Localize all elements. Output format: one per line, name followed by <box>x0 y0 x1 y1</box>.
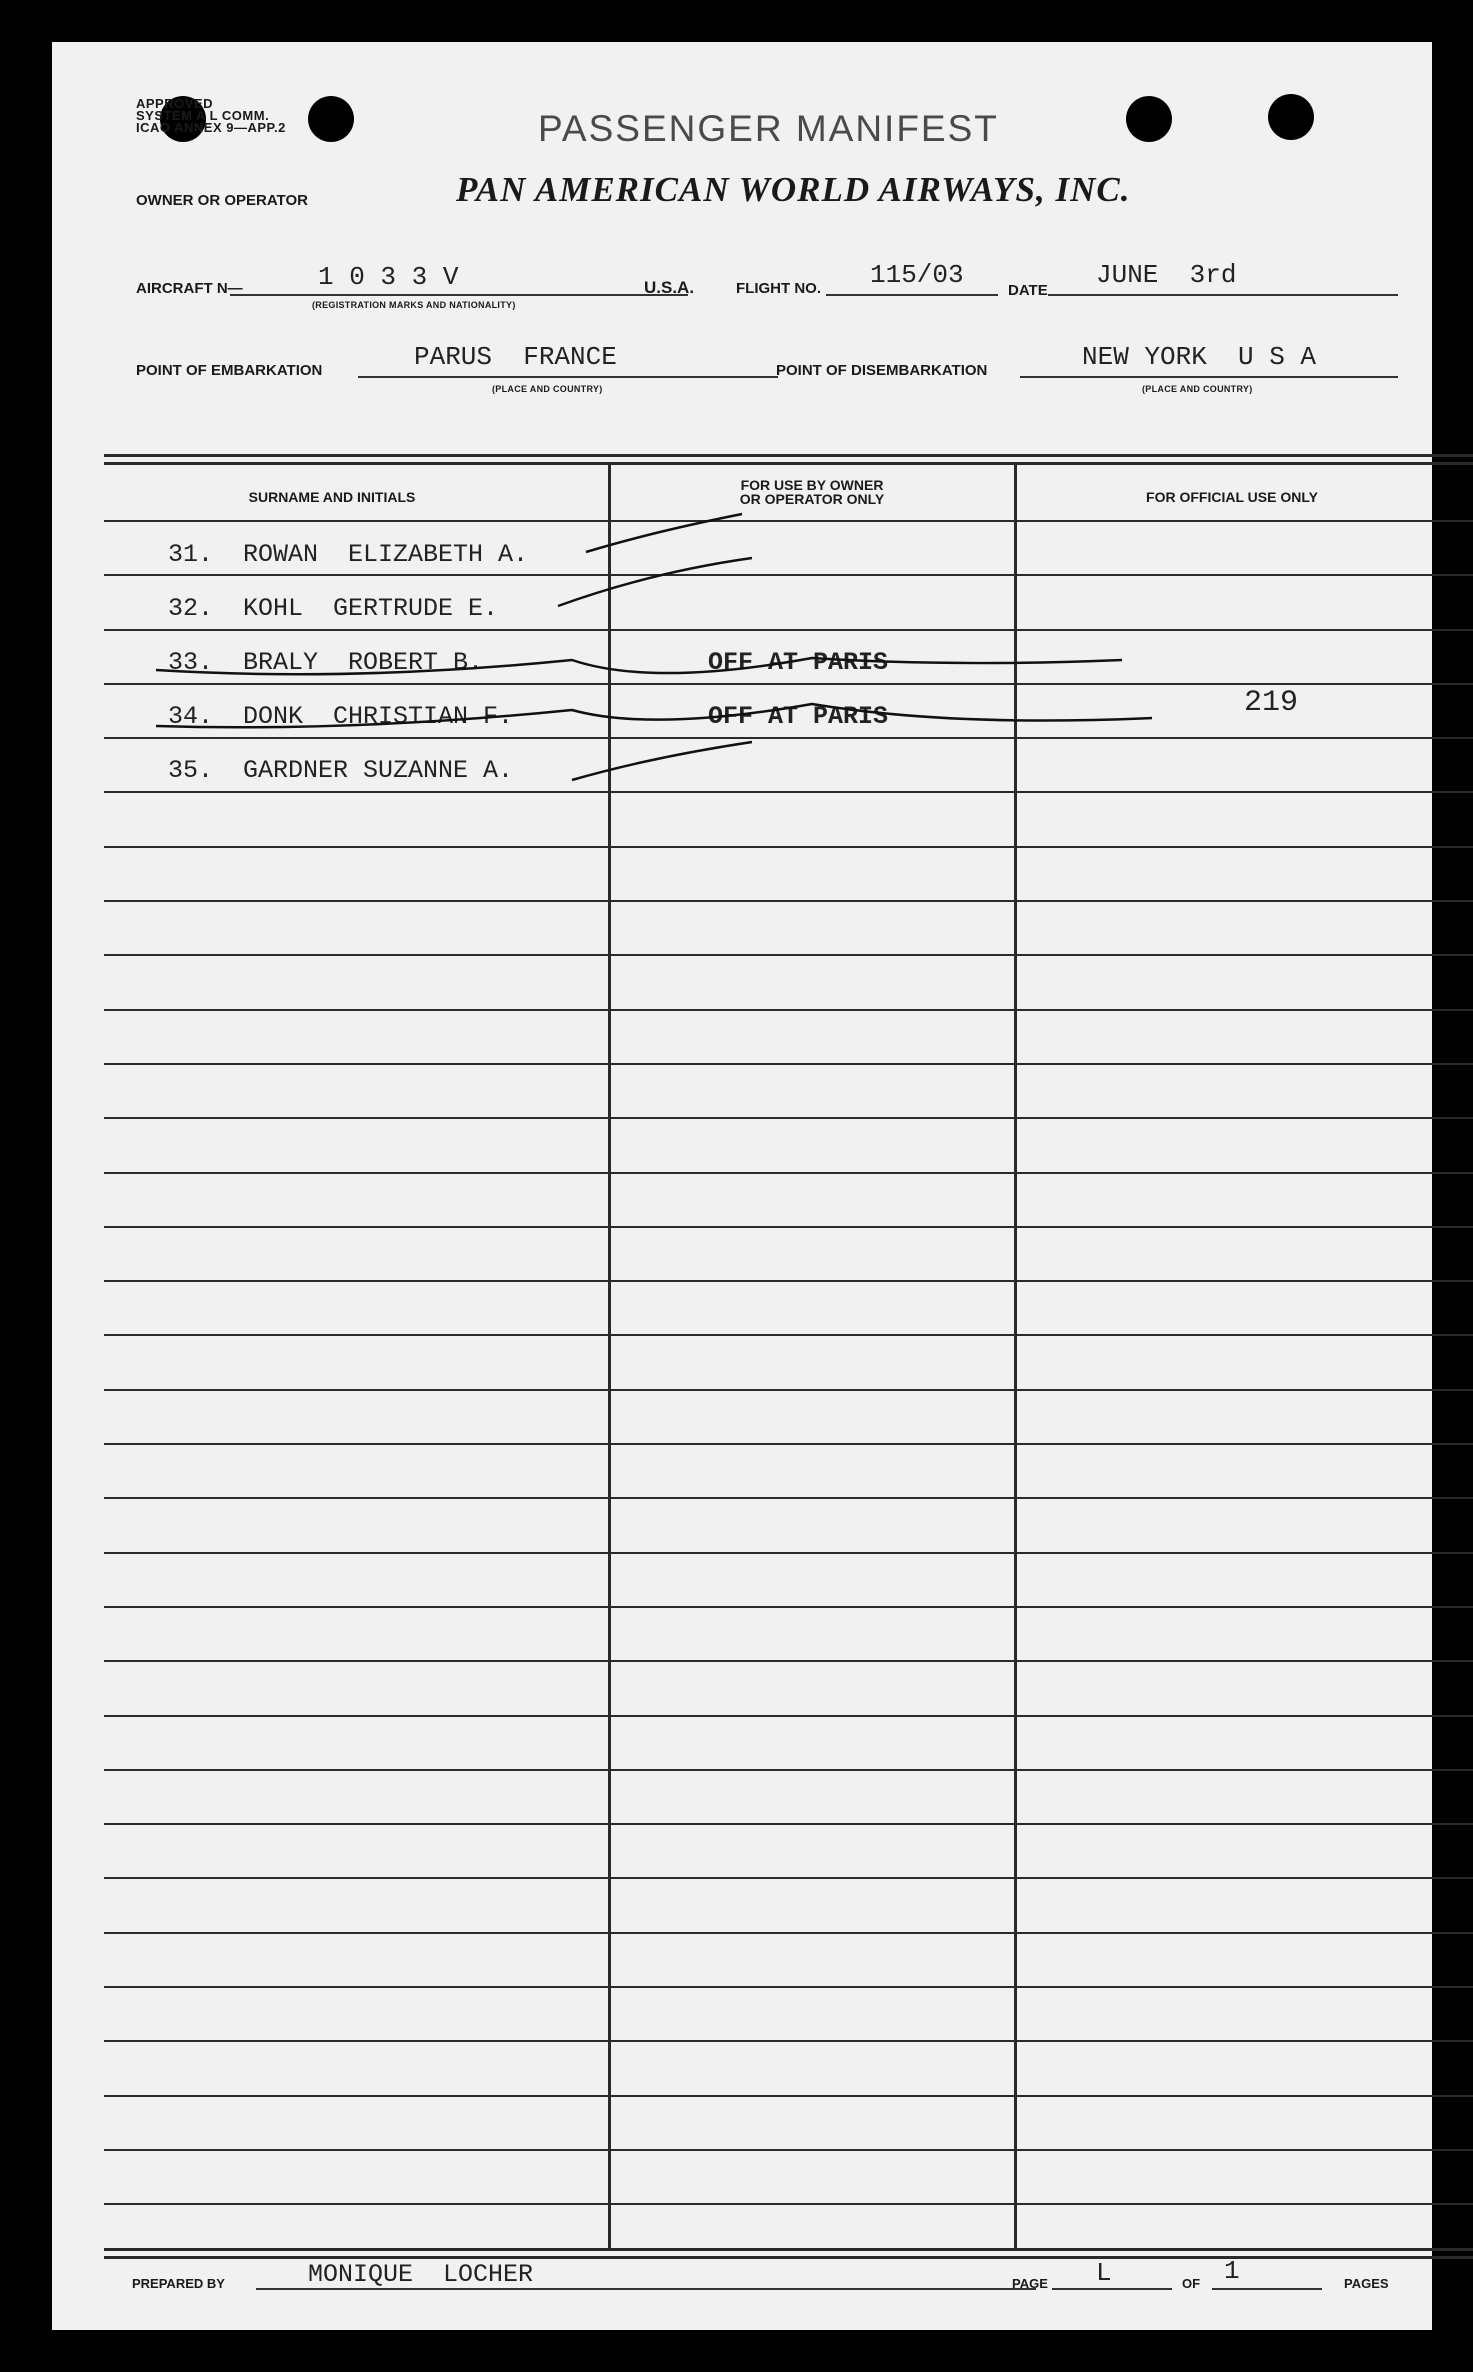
check-mark <box>558 558 752 606</box>
aircraft-sublabel: (REGISTRATION MARKS AND NATIONALITY) <box>312 300 516 310</box>
row-rule <box>104 954 1473 956</box>
table-bottom-rule <box>104 2248 1473 2251</box>
pages-label: PAGES <box>1344 2276 1389 2291</box>
company-name: PAN AMERICAN WORLD AIRWAYS, INC. <box>456 170 1131 209</box>
official-number: 219 <box>1244 686 1299 720</box>
table-row: 31. ROWAN ELIZABETH A. <box>168 540 529 569</box>
of-underline <box>1212 2288 1322 2290</box>
row-rule <box>104 1226 1473 1228</box>
header-surname: SURNAME AND INITIALS <box>248 489 416 505</box>
owner-label: OWNER OR OPERATOR <box>136 192 308 209</box>
page-label: PAGE <box>1012 2276 1048 2291</box>
row-rule <box>104 1117 1473 1119</box>
page-underline <box>1052 2288 1172 2290</box>
embarkation-sublabel: (PLACE AND COUNTRY) <box>492 384 603 394</box>
row-rule <box>104 846 1473 848</box>
row-rule <box>104 1877 1473 1879</box>
flight-label: FLIGHT NO. <box>736 280 821 297</box>
prepared-value: MONIQUE LOCHER <box>308 2260 534 2289</box>
strike-line <box>156 658 1122 674</box>
date-label: DATE <box>1008 282 1048 299</box>
pen-marks <box>52 42 1432 842</box>
date-value: JUNE 3rd <box>1096 260 1237 290</box>
row-rule <box>104 1660 1473 1662</box>
row-rule <box>104 1280 1473 1282</box>
disembarkation-value: NEW YORK U S A <box>1082 342 1317 372</box>
row-rule <box>104 1389 1473 1391</box>
nationality-label: U.S.A. <box>644 278 695 297</box>
page-value: L <box>1096 2258 1112 2288</box>
prepared-underline <box>256 2288 1036 2290</box>
aircraft-label: AIRCRAFT N— <box>136 280 243 297</box>
row-rule <box>104 1172 1473 1174</box>
disembarkation-label: POINT OF DISEMBARKATION <box>776 362 988 379</box>
table-row: 32. KOHL GERTRUDE E. <box>168 594 499 623</box>
row-rule <box>104 2149 1473 2151</box>
table-row: 34. DONK CHRISTIAN F. <box>168 702 514 731</box>
row-rule <box>104 2095 1473 2097</box>
row-rule <box>104 2040 1473 2042</box>
manifest-page <box>52 42 1432 2330</box>
row-rule <box>104 2203 1473 2205</box>
row-rule <box>104 1769 1473 1771</box>
row-rule <box>104 1443 1473 1445</box>
check-mark <box>572 742 752 780</box>
disembarkation-sublabel: (PLACE AND COUNTRY) <box>1142 384 1253 394</box>
row-rule <box>104 1823 1473 1825</box>
prepared-label: PREPARED BY <box>132 2276 225 2291</box>
row-rule <box>104 1552 1473 1554</box>
row-rule <box>104 1932 1473 1934</box>
row-rule <box>104 1497 1473 1499</box>
row-rule <box>104 1715 1473 1717</box>
of-value: 1 <box>1224 2256 1240 2286</box>
of-label: OF <box>1182 2276 1201 2291</box>
table-row: 35. GARDNER SUZANNE A. <box>168 756 514 785</box>
row-rule <box>104 1986 1473 1988</box>
table-bottom-rule <box>104 2256 1473 2259</box>
header-owner-use: FOR USE BY OWNER OR OPERATOR ONLY <box>739 477 885 507</box>
row-rule <box>104 900 1473 902</box>
row-rule <box>104 1606 1473 1608</box>
header-official-use: FOR OFFICIAL USE ONLY <box>1146 489 1318 505</box>
strike-line <box>156 704 1152 727</box>
check-mark <box>586 514 742 552</box>
approval-note: APPROVED SYSTEM A L COMM. ICAO ANNEX 9—APP.2 <box>136 96 286 135</box>
row-rule <box>104 1009 1473 1011</box>
table-row: 33. BRALY ROBERT B. <box>168 648 484 677</box>
form-title: PASSENGER MANIFEST <box>538 108 999 149</box>
row-rule <box>104 1334 1473 1336</box>
embarkation-value: PARUS FRANCE <box>414 342 617 372</box>
flight-value: 115/03 <box>870 260 964 290</box>
embarkation-label: POINT OF EMBARKATION <box>136 362 323 379</box>
owner-note: OFF AT PARIS <box>708 702 889 731</box>
aircraft-value: 1 0 3 3 V <box>318 262 459 292</box>
row-rule <box>104 1063 1473 1065</box>
owner-note: OFF AT PARIS <box>708 648 889 677</box>
